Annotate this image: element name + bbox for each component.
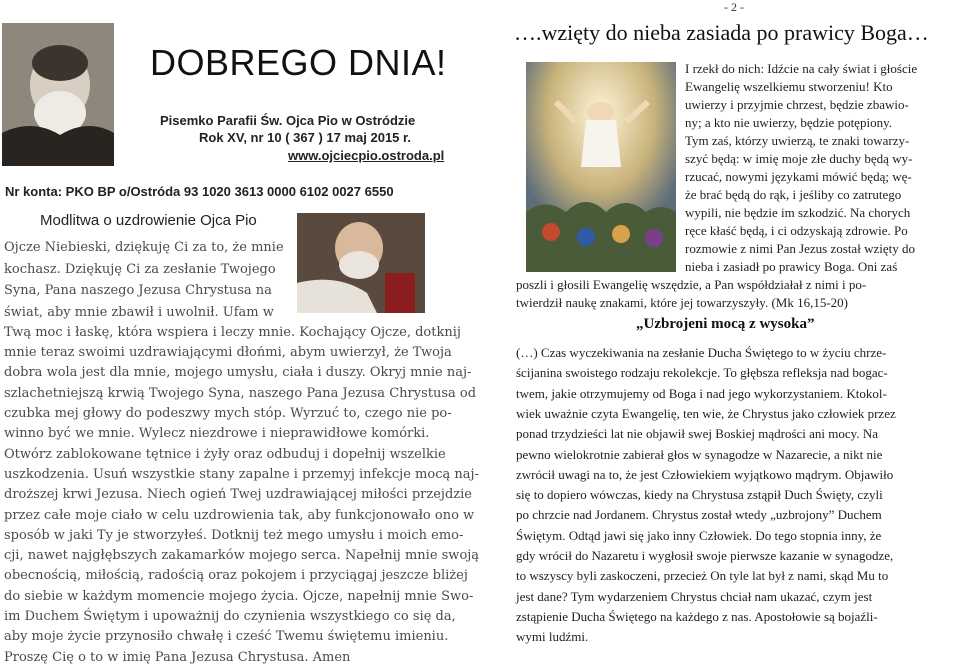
prayer-line: kochasz. Dziękuję Ci za zesłanie Twojego (4, 261, 276, 277)
prayer-line: uszkodzenia. Usuń wszystkie stany zapalne i przemyj infekcje mocą naj- (4, 466, 479, 482)
prayer-line: przez całe moje ciało w celu uzdrowienia tak, aby funkcjonowało ono w (4, 507, 475, 523)
gospel-line: twierdził naukę znakami, które jej towarzyszyły. (Mk 16,15-20) (516, 295, 848, 310)
gospel-line: wypili, nie będzie im szkodzić. Na chorych (685, 205, 911, 220)
article-line: (…) Czas wyczekiwania na zesłanie Ducha Świętego to w życiu chrze- (516, 345, 887, 360)
prayer-line: im Duchem Świętym i upoważnij do czynienia wszystkiego co się da, (4, 609, 456, 624)
article-line: ścijanina swoistego rodzaju rekolekcje. To głębsza refleksja nad bogac- (516, 365, 888, 381)
prayer-line: cji, nawet najgłębszych zakamarków mojego serca. Napełnij mnie swoją (4, 548, 480, 564)
prayer-line: Syna, Pana naszego Jezusa Chrystusa na (4, 283, 272, 298)
headline: ….wzięty do nieba zasiada po prawicy Boga… (514, 20, 929, 45)
section-title: „Uzbrojeni mocą z wysoka” (636, 316, 815, 332)
article-line: się to dopiero wówczas, kiedy na Chrystusa zstąpił Duch Święty, czyli (516, 487, 883, 503)
gospel-line: Tym zaś, którzy uwierzą, te znaki towarzy- (685, 133, 910, 148)
prayer-line: czubka mej głowy do podeszwy mych stóp. Wyrzuć to, czego nie po- (4, 406, 452, 421)
article-line: twem, jakie otrzymujemy od Boga i nad jego wykorzystaniem. Ktokol- (516, 385, 887, 401)
article-line: wiek uważnie czyta Ewangelię, ten wie, że Chrystus jako człowiek przez (516, 405, 896, 421)
article-line: po chrzcie nad Jordanem. Chrystus został wtedy „uzbrojony” Duchem (516, 507, 882, 523)
website-link[interactable]: www.ojciecpio.ostroda.pl (288, 148, 445, 163)
gospel-line: rzucać, nowymi językami mówić będą; wę- (685, 169, 912, 184)
issue-line: Rok XV, nr 10 ( 367 ) 17 maj 2015 r. (199, 130, 411, 145)
gospel-line: ny; a kto nie uwierzy, będzie potępiony. (685, 115, 892, 130)
prayer-line: Proszę Cię o to w imię Pana Jezusa Chrystusa. Amen (4, 649, 351, 665)
article-line: to wszyscy byli zaskoczeni, przecież On tyle lat był z nami, skąd Mu to (516, 568, 889, 584)
gospel-line: uwierzy i przyjmie chrzest, będzie zbawio- (685, 97, 909, 112)
page-number: - 2 - (724, 0, 744, 14)
article-line: zstąpienie Ducha Świętego na każdego z nas. Apostołowie są bojaźli- (516, 608, 878, 624)
gospel-line: Ewangelię wszelkiemu stworzeniu! Kto (685, 79, 893, 94)
prayer-line: aby moje życie przynosiło chwałę i cześć Twemu świętemu imieniu. (4, 629, 449, 645)
publisher-line: Pisemko Parafii Św. Ojca Pio w Ostródzie (160, 113, 416, 128)
article-line: zwrócił uwagi na to, że jest Człowiekiem wyjątkowo mądrym. Objawiło (516, 466, 894, 482)
prayer-line: droższej krwi Jezusa. Niech ogień Twej uzdrawiającej miłości przejdzie (4, 487, 472, 503)
article-line: pewno wielokrotnie zabierał głos w synagodze w Nazarecie, a nikt nie (516, 446, 883, 462)
prayer-line: szlachetniejszą krwią Twojego Syna, naszego Pana Jezusa Chrystusa od (4, 385, 477, 401)
prayer-line: mnie teraz swoimi uzdrawiającymi dłońmi, abym uwierzył, że Twoja (4, 345, 452, 361)
gospel-line: nieba i zasiadł po prawicy Boga. Oni zaś (685, 259, 898, 274)
prayer-line: Twą moc i łaskę, która wspiera i leczy mnie. Kochający Ojcze, dotknij (4, 324, 461, 340)
prayer-line: sposób w jaki Ty je stworzyłeś. Dotknij też mego umysłu i moich emo- (4, 527, 464, 543)
prayer-line: Ojcze Niebieski, dziękuję Ci za to, że mnie (4, 240, 284, 255)
article-line: gdy wrócił do Nazaretu i wygłosił swoje pierwsze kazanie w synagodze, (516, 548, 894, 563)
gospel-line: poszli i głosili Ewangelię wszędzie, a Pan współdziałał z nimi i po- (516, 277, 867, 292)
gospel-line: szyć będą: w imię moje złe duchy będą wy- (685, 151, 913, 166)
prayer-line: winno być we mnie. Wylecz niezdrowe i nieprawidłowe komórki. (4, 426, 430, 442)
gospel-line: rozmowie z nimi Pan Jezus został wzięty do (685, 241, 915, 256)
prayer-title: Modlitwa o uzdrowienie Ojca Pio (40, 212, 257, 229)
bank-account-line: Nr konta: PKO BP o/Ostróda 93 1020 3613 0000 6102 0027 6550 (5, 184, 394, 199)
article-line: ponad trzydzieści lat nie objawił swej Boskiej mądrości ani mocy. Na (516, 426, 878, 442)
prayer-line: obecnością, miłością, radością oraz pokojem i przyciągaj jeszcze bliżej (4, 568, 468, 584)
gospel-line: ręce kłaść będą, i ci odzyskają zdrowie. Po (685, 223, 908, 238)
article-line: wymi ludźmi. (516, 629, 589, 645)
prayer-line: Otwórz zablokowane tętnice i żyły oraz odbuduj i dopełnij wszelkie (4, 446, 446, 462)
article-line: jest dane? Tym wydarzeniem Chrystus chciał nam ukazać, czym jest (516, 588, 873, 604)
gospel-line: I rzekł do nich: Idźcie na cały świat i głoście (685, 61, 918, 76)
gospel-line: że brać będą do rąk, i jeśliby co zatrutego (685, 187, 902, 202)
article-line: Świętym. Odtąd jawi się jako inny Człowiek. Do tego stopnia inny, że (516, 527, 882, 543)
newsletter-title: DOBREGO DNIA! (150, 42, 447, 83)
prayer-line: świat, aby mnie zbawił i uwolnił. Ufam w (4, 304, 274, 320)
prayer-line: do siebie w każdym momencie mojego życia. Ojcze, napełnij mnie Swo- (4, 588, 474, 604)
prayer-line: dobra wola jest dla mnie, mojego umysłu, ciała i duszy. Okryj mnie naj- (4, 365, 472, 381)
